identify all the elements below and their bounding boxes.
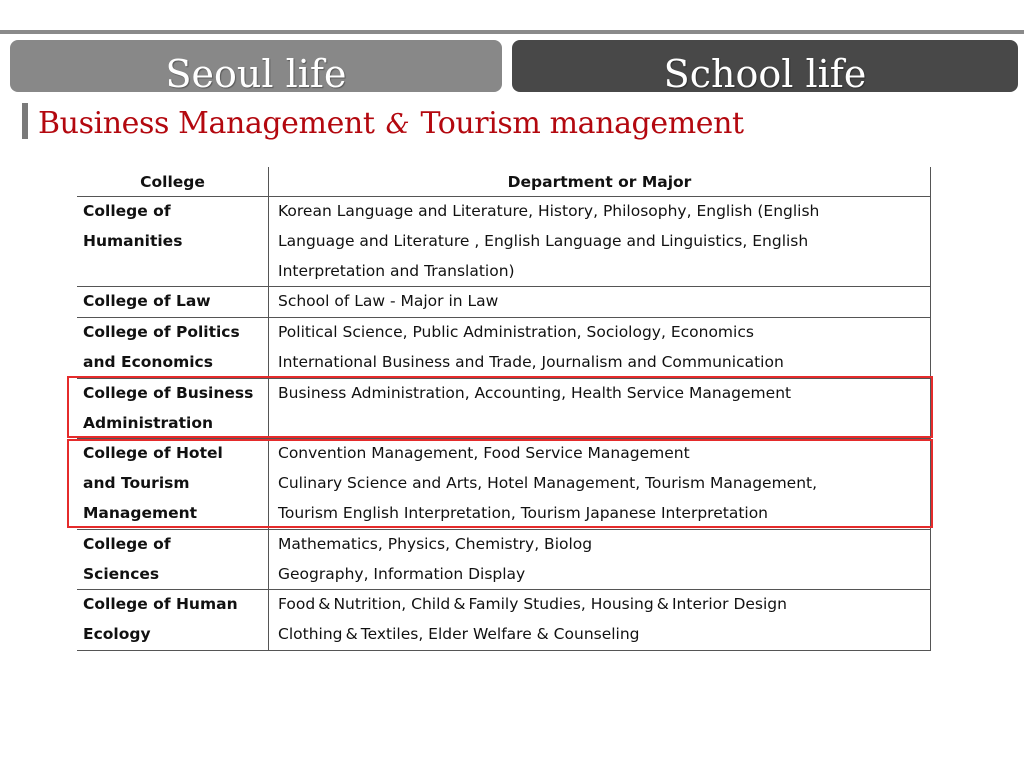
college-name-line: College of Business [83,383,254,402]
college-name-line: College of Politics [83,323,240,342]
college-name-line: Management [83,503,198,522]
title-marker [22,103,28,139]
department-line: International Business and Trade, Journalism and Communication [278,352,784,371]
table-row [77,378,931,439]
college-name-line: College of Law [83,292,211,311]
table-row [77,197,931,287]
college-name-line: Ecology [83,625,151,644]
department-cell [269,318,931,379]
table-header-row [77,167,931,197]
college-cell [77,287,269,318]
department-line: Geography, Information Display [278,564,526,583]
section-title-part1: Business Management [38,106,375,141]
college-cell [77,197,269,287]
table-body [77,197,931,651]
college-name-line: College of [83,534,171,553]
table-row [77,287,931,318]
department-cell [269,287,931,318]
college-cell [77,318,269,379]
tab-seoul-life[interactable] [10,40,502,92]
tab-school-life-label: School life [663,52,867,92]
tab-seoul-life-label: Seoul life [165,52,347,92]
college-cell [77,439,269,529]
department-cell [269,529,931,590]
column-header-department: Department or Major [269,167,931,197]
department-line: Clothing & Textiles, Elder Welfare & Counseling [278,625,640,644]
college-table [77,167,931,651]
college-name-line: College of [83,202,171,220]
department-cell [269,590,931,651]
tab-school-life[interactable] [512,40,1018,92]
college-name-line: Sciences [83,564,160,583]
department-line: Food & Nutrition, Child & Family Studies, Housing & Interior Design [278,595,787,614]
college-name-line: College of Human [83,595,238,614]
section-title [38,106,744,141]
department-line: Tourism English Interpretation, Tourism Japanese Interpretation [278,503,769,522]
department-line: Culinary Science and Arts, Hotel Management, Tourism Management, [278,474,818,493]
table-row [77,439,931,529]
department-cell [269,378,931,439]
college-cell [77,529,269,590]
department-line: Interpretation and Translation) [278,261,515,280]
department-line: Business Administration, Accounting, Health Service Management [278,383,792,402]
college-name-line: Administration [83,413,214,432]
table-row [77,590,931,651]
header-divider [0,30,1024,34]
department-cell [269,439,931,529]
table-row [77,318,931,379]
department-cell [269,197,931,287]
section-title-part2: Tourism management [420,106,744,141]
college-name-line: College of Hotel [83,444,223,463]
department-line: School of Law - Major in Law [278,292,499,311]
section-title-ampersand: & [385,109,410,140]
department-line: Korean Language and Literature, History, Philosophy, English (English [278,202,820,220]
department-line: Political Science, Public Administration, Sociology, Economics [278,323,754,342]
department-line: Convention Management, Food Service Management [278,444,690,463]
college-name-line: and Tourism [83,474,190,493]
college-name-line: Humanities [83,231,183,250]
department-line: Mathematics, Physics, Chemistry, Biolog [278,534,593,553]
department-line: Language and Literature , English Language and Linguistics, English [278,231,809,250]
college-cell [77,590,269,651]
college-cell [77,378,269,439]
column-header-college: College [77,167,269,197]
college-name-line: and Economics [83,352,213,371]
table-row [77,529,931,590]
